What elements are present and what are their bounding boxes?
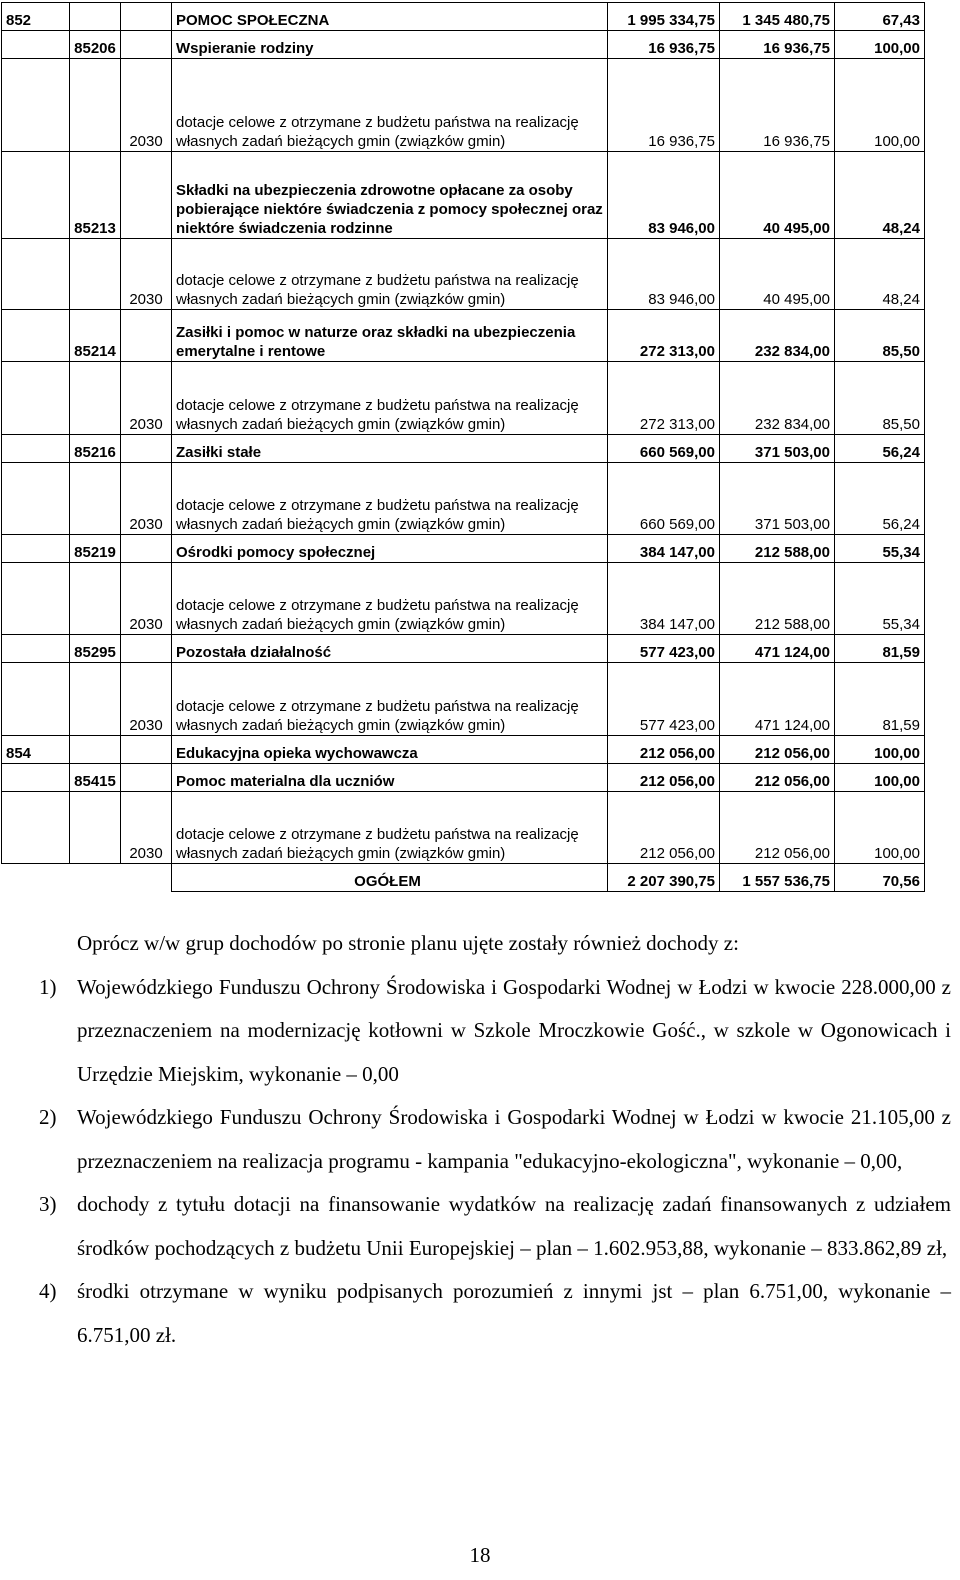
cell-percent: 100,00	[835, 792, 925, 864]
total-plan: 2 207 390,75	[608, 864, 720, 892]
intro-paragraph: Oprócz w/w grup dochodów po stronie planu ujęte zostały również dochody z:	[77, 931, 739, 955]
cell-paragraf	[121, 435, 172, 463]
cell-rozdzial: 85216	[70, 435, 121, 463]
budget-table	[1, 2, 925, 892]
cell-percent: 56,24	[835, 435, 925, 463]
total-percent: 70,56	[835, 864, 925, 892]
cell-percent: 56,24	[835, 463, 925, 535]
cell-percent: 48,24	[835, 152, 925, 239]
cell-rozdzial	[70, 59, 121, 152]
cell-dzial	[2, 764, 70, 792]
total-row	[2, 864, 925, 892]
cell-dzial	[2, 310, 70, 362]
cell-description: Pozostała działalność	[172, 635, 608, 663]
cell-percent: 55,34	[835, 535, 925, 563]
cell-rozdzial	[70, 792, 121, 864]
cell-plan: 16 936,75	[608, 59, 720, 152]
table-row	[2, 563, 925, 635]
cell-description: dotacje celowe z otrzymane z budżetu państwa na realizację własnych zadań bieżących gmin (związków gmin)	[172, 239, 608, 310]
table-row	[2, 463, 925, 535]
cell-percent: 67,43	[835, 3, 925, 31]
cell-paragraf	[121, 635, 172, 663]
cell-plan: 212 056,00	[608, 736, 720, 764]
cell-description: dotacje celowe z otrzymane z budżetu państwa na realizację własnych zadań bieżących gmin (związków gmin)	[172, 362, 608, 435]
cell-wykonanie: 212 056,00	[720, 792, 835, 864]
cell-dzial	[2, 59, 70, 152]
list-item	[39, 1183, 951, 1270]
total-spacer	[2, 864, 172, 892]
cell-plan: 660 569,00	[608, 463, 720, 535]
cell-wykonanie: 212 588,00	[720, 563, 835, 635]
table-row	[2, 792, 925, 864]
cell-dzial	[2, 152, 70, 239]
cell-dzial	[2, 362, 70, 435]
cell-description: Pomoc materialna dla uczniów	[172, 764, 608, 792]
list-item-number: 4)	[39, 1279, 57, 1303]
cell-paragraf	[121, 535, 172, 563]
cell-dzial	[2, 463, 70, 535]
list-item-number: 2)	[39, 1105, 57, 1129]
cell-paragraf	[121, 152, 172, 239]
cell-wykonanie: 212 588,00	[720, 535, 835, 563]
table-row	[2, 152, 925, 239]
table-row	[2, 310, 925, 362]
budget-table-body	[2, 3, 925, 892]
list-item-number: 3)	[39, 1192, 57, 1216]
cell-rozdzial: 85295	[70, 635, 121, 663]
cell-description: Składki na ubezpieczenia zdrowotne opłacane za osoby pobierające niektóre świadczenia z pomocy społecznej oraz niektóre świadczenia rodzinne	[172, 152, 608, 239]
cell-plan: 384 147,00	[608, 563, 720, 635]
cell-description: dotacje celowe z otrzymane z budżetu państwa na realizację własnych zadań bieżących gmin (związków gmin)	[172, 792, 608, 864]
list-item-text: Wojewódzkiego Funduszu Ochrony Środowiska i Gospodarki Wodnej w Łodzi w kwocie 21.105,00 z przeznaczeniem na realizacja programu - kampania "edukacyjno-ekologiczna", wykonanie – 0,00,	[77, 1105, 951, 1173]
list-item	[39, 966, 951, 1097]
cell-dzial	[2, 239, 70, 310]
cell-paragraf: 2030	[121, 463, 172, 535]
cell-plan: 577 423,00	[608, 663, 720, 736]
list-item-number: 1)	[39, 974, 57, 999]
cell-description: dotacje celowe z otrzymane z budżetu państwa na realizację własnych zadań bieżących gmin (związków gmin)	[172, 463, 608, 535]
cell-plan: 212 056,00	[608, 792, 720, 864]
cell-percent: 100,00	[835, 31, 925, 59]
table-row	[2, 663, 925, 736]
notes-section	[39, 922, 951, 1357]
cell-description: Wspieranie rodziny	[172, 31, 608, 59]
cell-plan: 16 936,75	[608, 31, 720, 59]
cell-description: dotacje celowe z otrzymane z budżetu państwa na realizację własnych zadań bieżących gmin (związków gmin)	[172, 663, 608, 736]
cell-wykonanie: 232 834,00	[720, 362, 835, 435]
cell-rozdzial	[70, 239, 121, 310]
total-label: OGÓŁEM	[172, 864, 608, 892]
table-row	[2, 764, 925, 792]
table-row	[2, 635, 925, 663]
list-item	[39, 1270, 951, 1357]
cell-description: Zasiłki i pomoc w naturze oraz składki na ubezpieczenia emerytalne i rentowe	[172, 310, 608, 362]
cell-paragraf	[121, 3, 172, 31]
cell-percent: 100,00	[835, 59, 925, 152]
table-row	[2, 362, 925, 435]
cell-description: Zasiłki stałe	[172, 435, 608, 463]
cell-dzial	[2, 31, 70, 59]
cell-percent: 81,59	[835, 663, 925, 736]
cell-percent: 81,59	[835, 635, 925, 663]
cell-dzial	[2, 792, 70, 864]
cell-rozdzial	[70, 362, 121, 435]
total-wykonanie: 1 557 536,75	[720, 864, 835, 892]
cell-rozdzial: 85213	[70, 152, 121, 239]
cell-rozdzial	[70, 663, 121, 736]
table-row	[2, 435, 925, 463]
cell-dzial	[2, 535, 70, 563]
cell-percent: 100,00	[835, 736, 925, 764]
table-row	[2, 3, 925, 31]
cell-rozdzial	[70, 3, 121, 31]
cell-wykonanie: 212 056,00	[720, 736, 835, 764]
cell-plan: 577 423,00	[608, 635, 720, 663]
table-row	[2, 59, 925, 152]
cell-description: POMOC SPOŁECZNA	[172, 3, 608, 31]
cell-rozdzial: 85214	[70, 310, 121, 362]
cell-description: Edukacyjna opieka wychowawcza	[172, 736, 608, 764]
cell-percent: 48,24	[835, 239, 925, 310]
cell-wykonanie: 16 936,75	[720, 59, 835, 152]
cell-percent: 55,34	[835, 563, 925, 635]
cell-dzial: 852	[2, 3, 70, 31]
cell-paragraf: 2030	[121, 563, 172, 635]
cell-rozdzial	[70, 463, 121, 535]
cell-plan: 660 569,00	[608, 435, 720, 463]
cell-paragraf	[121, 736, 172, 764]
cell-plan: 1 995 334,75	[608, 3, 720, 31]
cell-paragraf	[121, 310, 172, 362]
cell-rozdzial: 85415	[70, 764, 121, 792]
cell-paragraf: 2030	[121, 362, 172, 435]
cell-rozdzial	[70, 736, 121, 764]
cell-dzial	[2, 563, 70, 635]
cell-percent: 85,50	[835, 310, 925, 362]
cell-plan: 83 946,00	[608, 152, 720, 239]
list-item-text: dochody z tytułu dotacji na finansowanie wydatków na realizację zadań finansowanych z udziałem środków pochodzących z budżetu Unii Europejskiej – plan – 1.602.953,88, wykonanie – 833.862,89 zł,	[77, 1192, 951, 1260]
cell-paragraf	[121, 764, 172, 792]
cell-plan: 83 946,00	[608, 239, 720, 310]
cell-wykonanie: 232 834,00	[720, 310, 835, 362]
cell-percent: 100,00	[835, 764, 925, 792]
cell-rozdzial: 85206	[70, 31, 121, 59]
cell-wykonanie: 212 056,00	[720, 764, 835, 792]
cell-wykonanie: 371 503,00	[720, 435, 835, 463]
cell-paragraf: 2030	[121, 663, 172, 736]
cell-rozdzial	[70, 563, 121, 635]
cell-paragraf: 2030	[121, 239, 172, 310]
cell-rozdzial: 85219	[70, 535, 121, 563]
page-number: 18	[469, 1543, 491, 1567]
table-row	[2, 736, 925, 764]
table-row	[2, 239, 925, 310]
cell-paragraf: 2030	[121, 59, 172, 152]
list-item	[39, 1096, 951, 1183]
cell-wykonanie: 1 345 480,75	[720, 3, 835, 31]
list-item-text: środki otrzymane w wyniku podpisanych porozumień z innymi jst – plan 6.751,00, wykonanie – 6.751,00 zł.	[77, 1279, 951, 1347]
cell-plan: 272 313,00	[608, 310, 720, 362]
table-row	[2, 31, 925, 59]
cell-description: dotacje celowe z otrzymane z budżetu państwa na realizację własnych zadań bieżących gmin (związków gmin)	[172, 59, 608, 152]
cell-plan: 212 056,00	[608, 764, 720, 792]
cell-description: Ośrodki pomocy społecznej	[172, 535, 608, 563]
cell-percent: 85,50	[835, 362, 925, 435]
cell-wykonanie: 371 503,00	[720, 463, 835, 535]
cell-plan: 272 313,00	[608, 362, 720, 435]
cell-dzial	[2, 435, 70, 463]
cell-plan: 384 147,00	[608, 535, 720, 563]
cell-wykonanie: 16 936,75	[720, 31, 835, 59]
cell-description: dotacje celowe z otrzymane z budżetu państwa na realizację własnych zadań bieżących gmin (związków gmin)	[172, 563, 608, 635]
table-row	[2, 535, 925, 563]
cell-wykonanie: 40 495,00	[720, 152, 835, 239]
cell-dzial	[2, 663, 70, 736]
cell-paragraf: 2030	[121, 792, 172, 864]
cell-wykonanie: 40 495,00	[720, 239, 835, 310]
cell-dzial	[2, 635, 70, 663]
list-item-text: Wojewódzkiego Funduszu Ochrony Środowiska i Gospodarki Wodnej w Łodzi w kwocie 228.000,00 z przeznaczeniem na modernizację kotłowni w Szkole Mroczkowie Gość., w szkole w Ogonowicach i Urzędzie Miejskim, wykonanie – 0,00	[77, 974, 951, 1086]
cell-paragraf	[121, 31, 172, 59]
cell-wykonanie: 471 124,00	[720, 663, 835, 736]
cell-dzial: 854	[2, 736, 70, 764]
cell-wykonanie: 471 124,00	[720, 635, 835, 663]
